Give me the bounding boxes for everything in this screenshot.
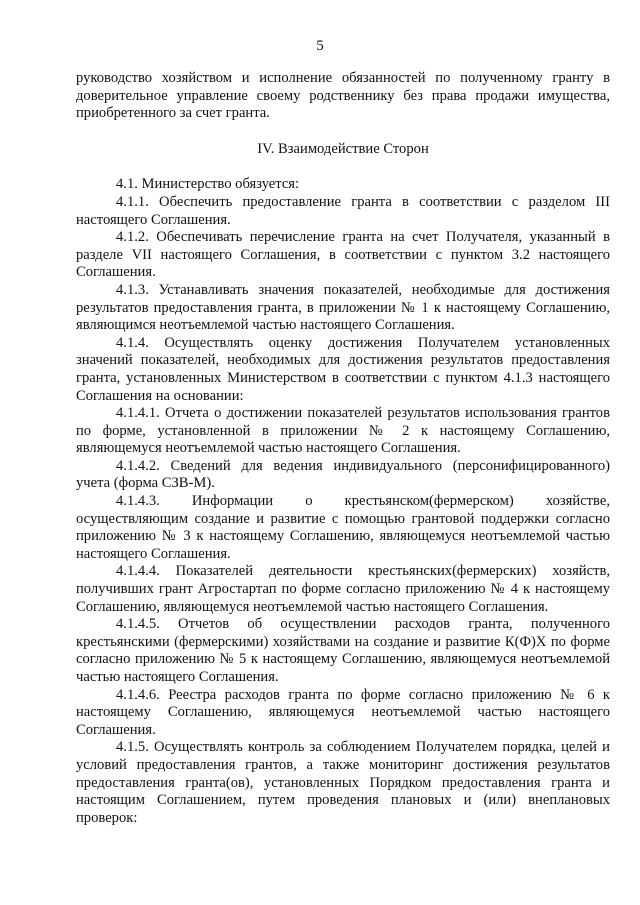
document-body: [76, 70, 610, 827]
paragraph-4-1-1: 4.1.1. Обеспечить предоставление гранта в соответствии с разделом III настоящего Соглашения.: [76, 193, 610, 228]
paragraph-4-1-5: 4.1.5. Осуществлять контроль за соблюдением Получателем порядка, целей и условий предоставления грантов, а также мониторинг достижения результатов предоставления гранта(ов), установленных Порядком предоставления гранта и настоящим Соглашением, путем проведения плановых и (или) внеплановых проверок:: [76, 739, 610, 826]
paragraph-4-1-4: 4.1.4. Осуществлять оценку достижения Получателем установленных значений показателей, необходимых для достижения результатов предоставления гранта, установленных Министерством в соответствии с пунктом 4.1.3 настоящего Соглашения на основании:: [76, 334, 610, 404]
section-heading: IV. Взаимодействие Сторон: [257, 140, 429, 157]
paragraph-4-1-4-4: 4.1.4.4. Показателей деятельности крестьянских(фермерских) хозяйств, получивших грант Агростартап по форме согласно приложению № 4 к настоящему Соглашению, являющемуся неотъемлемой частью настоящего Соглашения.: [76, 563, 610, 615]
continuation-paragraph: руководство хозяйством и исполнение обязанностей по полученному гранту в доверительное управление своему родственнику без права продажи имущества, приобретенного за счет гранта.: [76, 70, 610, 122]
paragraph-4-1-4-1: 4.1.4.1. Отчета о достижении показателей результатов использования грантов по форме, установленной в приложении № 2 к настоящему Соглашению, являющемуся неотъемлемой частью настоящего Соглашения.: [76, 405, 610, 457]
paragraph-4-1-2: 4.1.2. Обеспечивать перечисление гранта на счет Получателя, указанный в разделе VII настоящего Соглашения, в соответствии с пунктом 3.2 настоящего Соглашения.: [76, 229, 610, 281]
page-number: 5: [316, 38, 324, 54]
paragraph-4-1: 4.1. Министерство обязуется:: [116, 176, 300, 193]
paragraph-4-1-4-5: 4.1.4.5. Отчетов об осуществлении расходов гранта, полученного крестьянскими (фермерскими) хозяйствами на создание и развитие К(Ф)Х по форме согласно приложению № 5 к настоящему Соглашению, являющемуся неотъемлемой частью настоящего Соглашения.: [76, 616, 610, 685]
paragraph-4-1-4-6: 4.1.4.6. Реестра расходов гранта по форме согласно приложению № 6 к настоящему Соглашению, являющемуся неотъемлемой частью настоящего Соглашения.: [76, 686, 610, 738]
paragraph-4-1-3: 4.1.3. Устанавливать значения показателей, необходимые для достижения результатов предоставления гранта, в приложении № 1 к настоящему Соглашению, являющимся неотъемлемой частью настоящего Соглашения.: [76, 281, 610, 334]
paragraph-4-1-4-2: 4.1.4.2. Сведений для ведения индивидуального (персонифицированного) учета (форма СЗВ-М).: [76, 457, 610, 492]
paragraph-4-1-4-3: 4.1.4.3. Информации о крестьянском(фермерском) хозяйстве, осуществляющим создание и развитие с помощью грантовой поддержки согласно приложению № 3 к настоящему Соглашению, являющемуся неотъемлемой частью настоящего Соглашения.: [76, 493, 610, 562]
